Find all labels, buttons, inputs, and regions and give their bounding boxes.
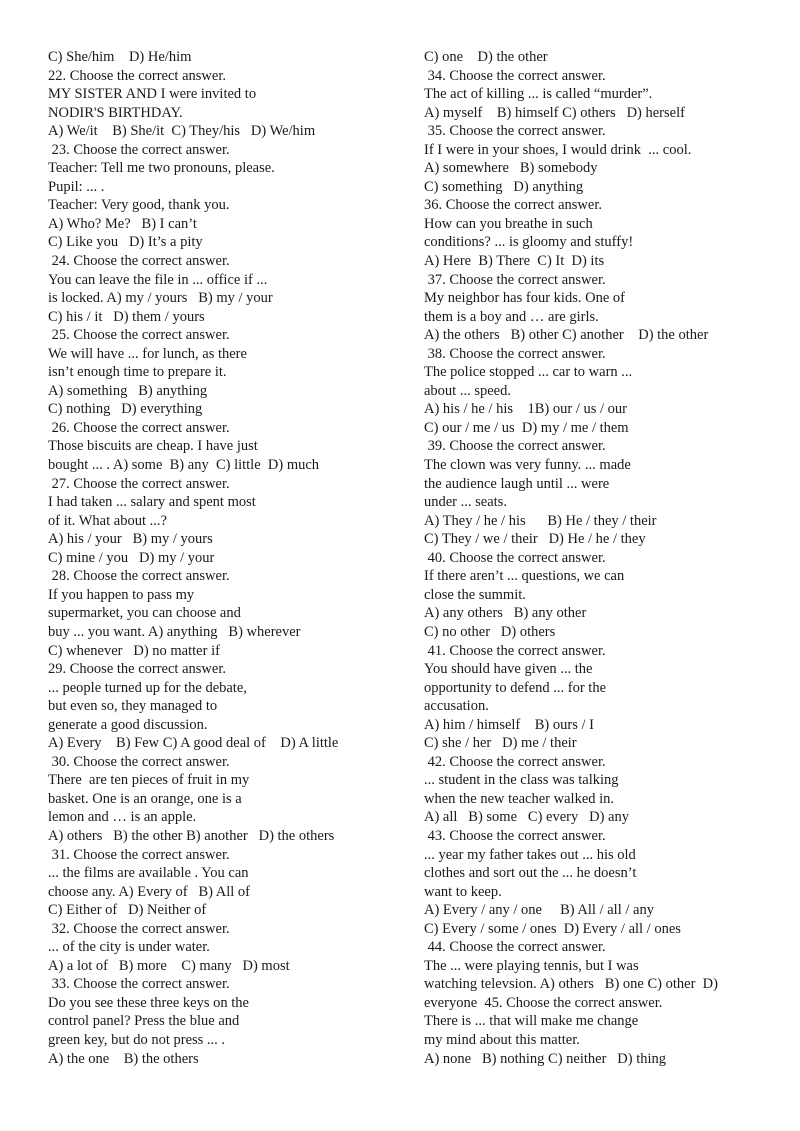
text-line: control panel? Press the blue and bbox=[48, 1013, 240, 1030]
text-line: How can you breathe in such bbox=[424, 215, 593, 232]
text-line: opportunity to defend ... for the bbox=[424, 679, 607, 696]
text-line: generate a good discussion. bbox=[48, 716, 208, 733]
text-line: accusation. bbox=[424, 698, 489, 715]
text-line: A) his / your B) my / yours bbox=[48, 531, 213, 548]
text-line: them is a boy and … are girls. bbox=[424, 308, 599, 325]
text-line: The clown was very funny. ... made bbox=[424, 457, 631, 474]
text-line: C) something D) anything bbox=[424, 178, 584, 195]
text-line: If I were in your shoes, I would drink ... cool. bbox=[424, 141, 692, 158]
text-line: 22. Choose the correct answer. bbox=[48, 67, 226, 84]
text-line: A) others B) the other B) another D) the others bbox=[48, 827, 335, 844]
text-line: A) his / he / his 1B) our / us / our bbox=[424, 401, 627, 418]
text-line: A) They / he / his B) He / they / their bbox=[424, 512, 657, 529]
text-line: want to keep. bbox=[424, 883, 502, 900]
text-line: but even so, they managed to bbox=[48, 698, 218, 715]
text-line: under ... seats. bbox=[424, 494, 507, 511]
text-line: MY SISTER AND I were invited to bbox=[48, 86, 257, 103]
text-line: There is ... that will make me change bbox=[424, 1013, 639, 1030]
text-line: A) him / himself B) ours / I bbox=[424, 716, 594, 733]
text-line: 31. Choose the correct answer. bbox=[48, 846, 230, 863]
text-line: C) his / it D) them / yours bbox=[48, 308, 205, 325]
text-line: 37. Choose the correct answer. bbox=[424, 271, 606, 288]
text-line: ... people turned up for the debate, bbox=[48, 679, 247, 696]
text-line: 28. Choose the correct answer. bbox=[48, 568, 230, 585]
text-line: 41. Choose the correct answer. bbox=[424, 642, 606, 659]
text-line: buy ... you want. A) anything B) wherever bbox=[48, 623, 301, 640]
text-line: ... year my father takes out ... his old bbox=[424, 846, 636, 863]
text-line: ... student in the class was talking bbox=[424, 772, 619, 789]
text-line: 27. Choose the correct answer. bbox=[48, 475, 230, 492]
text-line: Pupil: ... . bbox=[48, 178, 105, 195]
text-line: green key, but do not press ... . bbox=[48, 1031, 226, 1048]
text-line: isn’t enough time to prepare it. bbox=[48, 364, 227, 381]
text-line: If there aren’t ... questions, we can bbox=[424, 568, 625, 585]
text-line: My neighbor has four kids. One of bbox=[424, 290, 625, 307]
text-line: watching televsion. A) others B) one C) other D) bbox=[424, 976, 718, 993]
text-line: bought ... . A) some B) any C) little D) much bbox=[48, 457, 320, 474]
text-line: The act of killing ... is called “murder”. bbox=[424, 86, 653, 103]
text-line: 44. Choose the correct answer. bbox=[424, 939, 606, 956]
text-line: C) no other D) others bbox=[424, 623, 556, 640]
text-line: 25. Choose the correct answer. bbox=[48, 327, 230, 344]
text-line: Do you see these three keys on the bbox=[48, 994, 249, 1011]
text-line: ... of the city is under water. bbox=[48, 939, 210, 956]
text-line: A) something B) anything bbox=[48, 382, 208, 399]
text-line: C) They / we / their D) He / he / they bbox=[424, 531, 646, 548]
text-line: clothes and sort out the ... he doesn’t bbox=[424, 865, 637, 882]
text-line: ... the films are available . You can bbox=[48, 865, 249, 882]
text-line: my mind about this matter. bbox=[424, 1031, 580, 1048]
right-column bbox=[424, 48, 794, 1068]
text-line: close the summit. bbox=[424, 586, 526, 603]
text-line: C) nothing D) everything bbox=[48, 401, 203, 418]
text-line: C) whenever D) no matter if bbox=[48, 642, 220, 659]
text-line: A) the one B) the others bbox=[48, 1050, 199, 1067]
text-line: of it. What about ...? bbox=[48, 512, 167, 529]
text-line: conditions? ... is gloomy and stuffy! bbox=[424, 234, 634, 251]
text-line: supermarket, you can choose and bbox=[48, 605, 241, 622]
text-line: 33. Choose the correct answer. bbox=[48, 976, 230, 993]
text-line: You can leave the file in ... office if ... bbox=[48, 271, 268, 288]
text-line: everyone 45. Choose the correct answer. bbox=[424, 994, 663, 1011]
text-line: Teacher: Tell me two pronouns, please. bbox=[48, 160, 275, 177]
text-line: about ... speed. bbox=[424, 382, 511, 399]
text-line: C) Either of D) Neither of bbox=[48, 902, 207, 919]
text-line: C) She/him D) He/him bbox=[48, 49, 192, 65]
text-line: A) any others B) any other bbox=[424, 605, 587, 622]
text-line: A) We/it B) She/it C) They/his D) We/him bbox=[48, 123, 316, 140]
text-line: 24. Choose the correct answer. bbox=[48, 253, 230, 270]
text-line: The police stopped ... car to warn ... bbox=[424, 364, 633, 381]
text-line: 35. Choose the correct answer. bbox=[424, 123, 606, 140]
text-line: 23. Choose the correct answer. bbox=[48, 141, 230, 158]
text-line: A) the others B) other C) another D) the other bbox=[424, 327, 709, 344]
text-line: A) a lot of B) more C) many D) most bbox=[48, 957, 290, 974]
text-line: lemon and … is an apple. bbox=[48, 809, 197, 826]
text-line: C) mine / you D) my / your bbox=[48, 549, 215, 566]
text-line: A) Who? Me? B) I can’t bbox=[48, 215, 197, 232]
text-line: A) Every / any / one B) All / all / any bbox=[424, 902, 654, 919]
text-line: There are ten pieces of fruit in my bbox=[48, 772, 250, 789]
text-line: C) one D) the other bbox=[424, 49, 548, 65]
text-line: basket. One is an orange, one is a bbox=[48, 790, 242, 807]
text-line: 43. Choose the correct answer. bbox=[424, 827, 606, 844]
text-line: A) Every B) Few C) A good deal of D) A little bbox=[48, 735, 339, 752]
text-line: is locked. A) my / yours B) my / your bbox=[48, 290, 273, 307]
text-line: We will have ... for lunch, as there bbox=[48, 345, 247, 362]
text-line: 39. Choose the correct answer. bbox=[424, 438, 606, 455]
text-line: You should have given ... the bbox=[424, 661, 593, 678]
text-line: 40. Choose the correct answer. bbox=[424, 549, 606, 566]
text-line: C) Every / some / ones D) Every / all / ones bbox=[424, 920, 681, 937]
text-line: the audience laugh until ... were bbox=[424, 475, 610, 492]
text-line: If you happen to pass my bbox=[48, 586, 195, 603]
text-line: A) somewhere B) somebody bbox=[424, 160, 598, 177]
text-line: Those biscuits are cheap. I have just bbox=[48, 438, 258, 455]
text-line: 36. Choose the correct answer. bbox=[424, 197, 602, 214]
text-line: The ... were playing tennis, but I was bbox=[424, 957, 639, 974]
text-line: choose any. A) Every of B) All of bbox=[48, 883, 251, 900]
text-line: when the new teacher walked in. bbox=[424, 790, 615, 807]
text-line: C) she / her D) me / their bbox=[424, 735, 577, 752]
text-line: A) Here B) There C) It D) its bbox=[424, 253, 605, 270]
text-line: 38. Choose the correct answer. bbox=[424, 345, 606, 362]
text-line: 26. Choose the correct answer. bbox=[48, 419, 230, 436]
left-column bbox=[48, 48, 418, 1068]
text-line: NODIR'S BIRTHDAY. bbox=[48, 104, 183, 121]
text-line: 34. Choose the correct answer. bbox=[424, 67, 606, 84]
text-line: 29. Choose the correct answer. bbox=[48, 661, 226, 678]
text-line: I had taken ... salary and spent most bbox=[48, 494, 256, 511]
text-line: 32. Choose the correct answer. bbox=[48, 920, 230, 937]
text-line: A) myself B) himself C) others D) herself bbox=[424, 104, 685, 121]
text-line: A) none B) nothing C) neither D) thing bbox=[424, 1050, 667, 1067]
text-line: C) our / me / us D) my / me / them bbox=[424, 419, 629, 436]
text-line: Teacher: Very good, thank you. bbox=[48, 197, 230, 214]
text-line: 42. Choose the correct answer. bbox=[424, 753, 606, 770]
text-line: A) all B) some C) every D) any bbox=[424, 809, 629, 826]
text-line: 30. Choose the correct answer. bbox=[48, 753, 230, 770]
text-line: C) Like you D) It’s a pity bbox=[48, 234, 203, 251]
